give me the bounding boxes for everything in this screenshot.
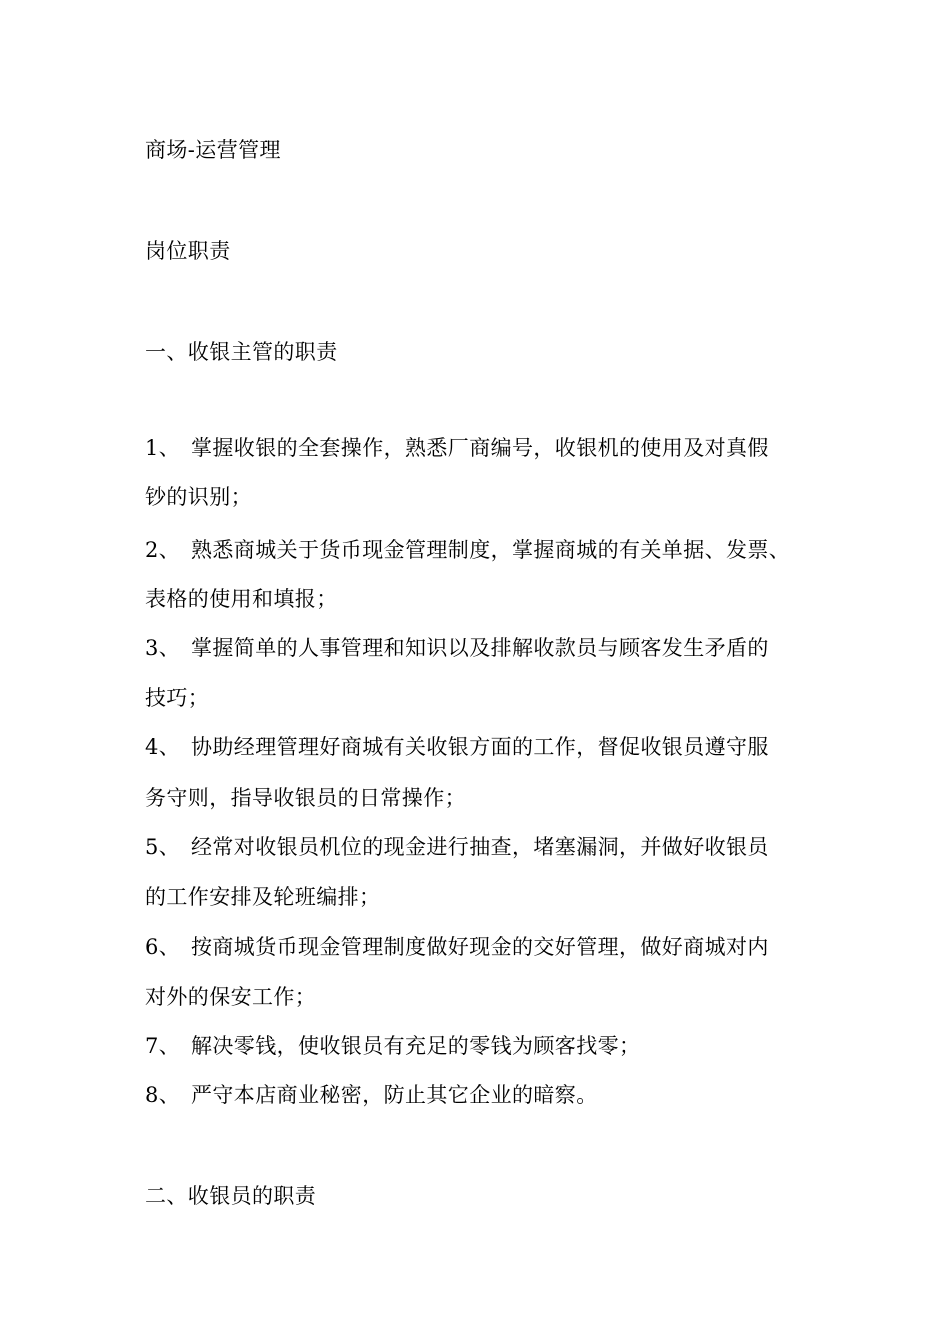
section-heading-1: 一、收银主管的职责 bbox=[145, 340, 338, 364]
list-item-text: 协助经理管理好商城有关收银方面的工作，督促收银员遵守服 bbox=[191, 735, 769, 759]
list-item-number: 2、 bbox=[145, 538, 181, 562]
list-item-text: 掌握收银的全套操作，熟悉厂商编号，收银机的使用及对真假 bbox=[191, 436, 769, 460]
list-item-continuation: 表格的使用和填报； bbox=[145, 587, 338, 611]
list-item bbox=[145, 433, 769, 463]
list-item-continuation: 对外的保安工作； bbox=[145, 985, 317, 1009]
list-item-text: 严守本店商业秘密，防止其它企业的暗察。 bbox=[191, 1083, 598, 1107]
list-item bbox=[145, 1031, 640, 1061]
list-item bbox=[145, 1080, 598, 1110]
list-item-continuation: 技巧； bbox=[145, 686, 210, 710]
list-item bbox=[145, 535, 790, 565]
list-item-text: 解决零钱，使收银员有充足的零钱为顾客找零； bbox=[191, 1034, 641, 1058]
document-subtitle: 岗位职责 bbox=[145, 239, 231, 263]
list-item-number: 1、 bbox=[145, 436, 181, 460]
list-item bbox=[145, 633, 769, 663]
list-item-continuation: 的工作安排及轮班编排； bbox=[145, 885, 381, 909]
list-item bbox=[145, 832, 769, 862]
list-item-text: 按商城货币现金管理制度做好现金的交好管理，做好商城对内 bbox=[191, 935, 769, 959]
list-item-text: 熟悉商城关于货币现金管理制度，掌握商城的有关单据、发票、 bbox=[191, 538, 791, 562]
section-heading-2: 二、收银员的职责 bbox=[145, 1184, 317, 1208]
list-item-continuation: 钞的识别； bbox=[145, 485, 252, 509]
list-item-number: 7、 bbox=[145, 1034, 181, 1058]
list-item-number: 4、 bbox=[145, 735, 181, 759]
list-item-number: 6、 bbox=[145, 935, 181, 959]
list-item-continuation: 务守则，指导收银员的日常操作； bbox=[145, 786, 466, 810]
list-item-text: 经常对收银员机位的现金进行抽查，堵塞漏洞，并做好收银员 bbox=[191, 835, 769, 859]
list-item-number: 5、 bbox=[145, 835, 181, 859]
document-title: 商场-运营管理 bbox=[145, 138, 281, 162]
list-item-number: 3、 bbox=[145, 636, 181, 660]
list-item bbox=[145, 932, 769, 962]
list-item bbox=[145, 732, 769, 762]
list-item-text: 掌握简单的人事管理和知识以及排解收款员与顾客发生矛盾的 bbox=[191, 636, 769, 660]
list-item-number: 8、 bbox=[145, 1083, 181, 1107]
